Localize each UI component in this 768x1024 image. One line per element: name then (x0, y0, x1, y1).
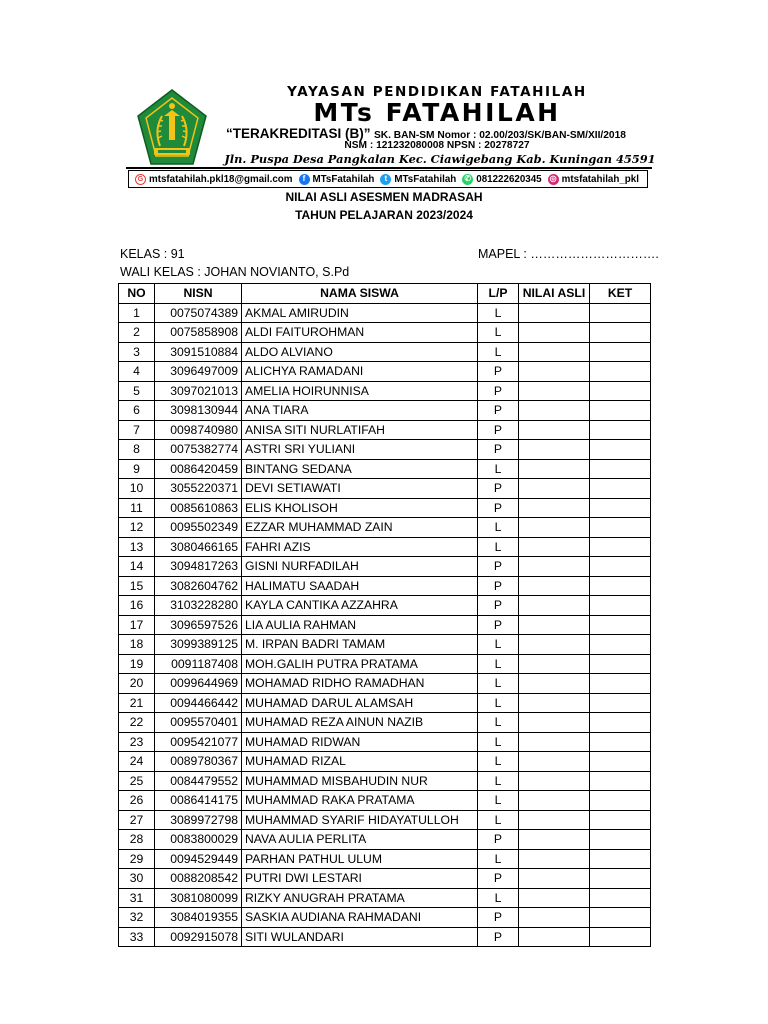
table-row (119, 381, 651, 401)
row-number: 11 (119, 498, 155, 518)
nisn-cell: 3055220371 (155, 479, 242, 499)
remarks-cell[interactable] (590, 693, 651, 713)
student-name: ELIS KHOLISOH (242, 498, 478, 518)
nisn-cell: 0094529449 (155, 849, 242, 869)
madrasah-logo (136, 88, 208, 168)
student-name: BINTANG SEDANA (242, 459, 478, 479)
remarks-cell[interactable] (590, 713, 651, 733)
table-row (119, 830, 651, 850)
contact-whatsapp-text: 081222620345 (476, 173, 542, 185)
foundation-name: YAYASAN PENDIDIKAN FATAHILAH (287, 84, 587, 100)
contact-instagram-text: mtsfatahilah_pkl (561, 173, 639, 185)
remarks-cell[interactable] (590, 459, 651, 479)
gender-cell: P (478, 479, 519, 499)
gender-cell: L (478, 537, 519, 557)
table-row (119, 771, 651, 791)
row-number: 20 (119, 674, 155, 694)
table-row (119, 401, 651, 421)
remarks-cell[interactable] (590, 381, 651, 401)
row-number: 25 (119, 771, 155, 791)
row-number: 21 (119, 693, 155, 713)
student-name: NAVA AULIA PERLITA (242, 830, 478, 850)
table-row (119, 557, 651, 577)
student-name: DEVI SETIAWATI (242, 479, 478, 499)
contact-facebook-text: MTsFatahilah (312, 173, 375, 185)
nisn-cell: 3084019355 (155, 908, 242, 928)
nisn-cell: 0095502349 (155, 518, 242, 538)
row-number: 31 (119, 888, 155, 908)
row-number: 3 (119, 342, 155, 362)
score-cell[interactable] (519, 810, 590, 830)
score-cell[interactable] (519, 401, 590, 421)
row-number: 17 (119, 615, 155, 635)
nisn-cell: 0095421077 (155, 732, 242, 752)
gender-cell: P (478, 908, 519, 928)
student-name: MUHAMAD REZA AINUN NAZIB (242, 713, 478, 733)
row-number: 30 (119, 869, 155, 889)
gender-cell: L (478, 849, 519, 869)
remarks-cell[interactable] (590, 420, 651, 440)
table-row (119, 713, 651, 733)
score-cell[interactable] (519, 459, 590, 479)
gender-cell: L (478, 791, 519, 811)
score-cell[interactable] (519, 732, 590, 752)
document-title: NILAI ASLI ASESMEN MADRASAH (285, 190, 483, 204)
nisn-cell: 0075382774 (155, 440, 242, 460)
nisn-cell: 0084479552 (155, 771, 242, 791)
nisn-cell: 3081080099 (155, 888, 242, 908)
row-number: 22 (119, 713, 155, 733)
remarks-cell[interactable] (590, 674, 651, 694)
row-number: 10 (119, 479, 155, 499)
instagram-icon: ◎ (548, 174, 559, 185)
table-row (119, 362, 651, 382)
remarks-cell[interactable] (590, 654, 651, 674)
remarks-cell[interactable] (590, 498, 651, 518)
remarks-cell[interactable] (590, 869, 651, 889)
remarks-cell[interactable] (590, 615, 651, 635)
nisn-cell: 0092915078 (155, 927, 242, 947)
nisn-cell: 3082604762 (155, 576, 242, 596)
remarks-cell[interactable] (590, 849, 651, 869)
student-name: MUHAMAD DARUL ALAMSAH (242, 693, 478, 713)
student-name: FAHRI AZIS (242, 537, 478, 557)
header-nisn: NISN (155, 284, 242, 304)
score-cell[interactable] (519, 830, 590, 850)
table-row (119, 849, 651, 869)
row-number: 8 (119, 440, 155, 460)
gender-cell: L (478, 732, 519, 752)
student-name: HALIMATU SAADAH (242, 576, 478, 596)
gender-cell: P (478, 381, 519, 401)
nisn-cell: 0086414175 (155, 791, 242, 811)
nisn-cell: 3096597526 (155, 615, 242, 635)
remarks-cell[interactable] (590, 323, 651, 343)
table-row (119, 791, 651, 811)
student-name: ALDO ALVIANO (242, 342, 478, 362)
remarks-cell[interactable] (590, 342, 651, 362)
gender-cell: P (478, 615, 519, 635)
subject-label: MAPEL : …………………………. (478, 247, 659, 261)
student-name: ANA TIARA (242, 401, 478, 421)
contact-bar (128, 170, 648, 188)
gender-cell: L (478, 518, 519, 538)
nisn-cell: 0086420459 (155, 459, 242, 479)
student-name: SITI WULANDARI (242, 927, 478, 947)
contact-whatsapp[interactable] (462, 174, 541, 185)
remarks-cell[interactable] (590, 362, 651, 382)
remarks-cell[interactable] (590, 440, 651, 460)
score-cell[interactable] (519, 888, 590, 908)
nisn-cell: 0075858908 (155, 323, 242, 343)
remarks-cell[interactable] (590, 752, 651, 772)
table-row (119, 927, 651, 947)
gender-cell: P (478, 362, 519, 382)
nisn-cell: 3080466165 (155, 537, 242, 557)
score-cell[interactable] (519, 615, 590, 635)
facebook-icon: f (299, 174, 310, 185)
row-number: 28 (119, 830, 155, 850)
gender-cell: L (478, 635, 519, 655)
table-row (119, 732, 651, 752)
nisn-cell: 0091187408 (155, 654, 242, 674)
homeroom-teacher: WALI KELAS : JOHAN NOVIANTO, S.Pd (120, 265, 350, 279)
header-gender: L/P (478, 284, 519, 304)
table-row (119, 635, 651, 655)
student-name: LIA AULIA RAHMAN (242, 615, 478, 635)
score-cell[interactable] (519, 518, 590, 538)
score-cell[interactable] (519, 576, 590, 596)
row-number: 19 (119, 654, 155, 674)
contact-email[interactable] (135, 174, 293, 185)
table-row (119, 615, 651, 635)
nisn-cell: 0099644969 (155, 674, 242, 694)
score-cell[interactable] (519, 771, 590, 791)
academic-year: TAHUN PELAJARAN 2023/2024 (295, 208, 473, 222)
score-cell[interactable] (519, 693, 590, 713)
row-number: 6 (119, 401, 155, 421)
remarks-cell[interactable] (590, 771, 651, 791)
table-row (119, 323, 651, 343)
table-row (119, 459, 651, 479)
gender-cell: P (478, 869, 519, 889)
student-name: MUHAMMAD MISBAHUDIN NUR (242, 771, 478, 791)
student-name: ASTRI SRI YULIANI (242, 440, 478, 460)
table-row (119, 518, 651, 538)
score-cell[interactable] (519, 362, 590, 382)
table-row (119, 420, 651, 440)
student-name: SASKIA AUDIANA RAHMADANI (242, 908, 478, 928)
remarks-cell[interactable] (590, 732, 651, 752)
table-row (119, 674, 651, 694)
school-name: MTs FATAHILAH (313, 98, 561, 127)
school-address: Jln. Puspa Desa Pangkalan Kec. Ciawigebang Kab. Kuningan 45591 (224, 152, 656, 166)
grades-table (118, 283, 651, 947)
score-cell[interactable] (519, 479, 590, 499)
student-name: MUHAMMAD SYARIF HIDAYATULLOH (242, 810, 478, 830)
gender-cell: L (478, 752, 519, 772)
table-row (119, 596, 651, 616)
gender-cell: P (478, 576, 519, 596)
row-number: 18 (119, 635, 155, 655)
student-name: MOH.GALIH PUTRA PRATAMA (242, 654, 478, 674)
accreditation-decree: SK. BAN-SM Nomor : 02.00/203/SK/BAN-SM/XII/2018 (373, 130, 626, 141)
gender-cell: L (478, 674, 519, 694)
remarks-cell[interactable] (590, 908, 651, 928)
nisn-cell: 0088208542 (155, 869, 242, 889)
table-row (119, 303, 651, 323)
gender-cell: P (478, 420, 519, 440)
remarks-cell[interactable] (590, 888, 651, 908)
score-cell[interactable] (519, 596, 590, 616)
nisn-cell: 0083800029 (155, 830, 242, 850)
score-cell[interactable] (519, 869, 590, 889)
student-name: AKMAL AMIRUDIN (242, 303, 478, 323)
nsm-npsn: NSM : 121232080008 NPSN : 20278727 (344, 140, 530, 151)
student-name: PUTRI DWI LESTARI (242, 869, 478, 889)
table-row (119, 908, 651, 928)
table-row (119, 440, 651, 460)
header-score: NILAI ASLI (519, 284, 590, 304)
row-number: 24 (119, 752, 155, 772)
nisn-cell: 0094466442 (155, 693, 242, 713)
class-label: KELAS : 91 (120, 247, 185, 261)
score-cell[interactable] (519, 849, 590, 869)
row-number: 29 (119, 849, 155, 869)
gender-cell: L (478, 771, 519, 791)
score-cell[interactable] (519, 537, 590, 557)
student-name: M. IRPAN BADRI TAMAM (242, 635, 478, 655)
remarks-cell[interactable] (590, 479, 651, 499)
remarks-cell[interactable] (590, 810, 651, 830)
student-name: MUHAMMAD RAKA PRATAMA (242, 791, 478, 811)
row-number: 4 (119, 362, 155, 382)
gender-cell: P (478, 830, 519, 850)
nisn-cell: 0085610863 (155, 498, 242, 518)
gender-cell: P (478, 440, 519, 460)
table-row (119, 576, 651, 596)
contact-instagram[interactable] (548, 174, 639, 185)
nisn-cell: 3091510884 (155, 342, 242, 362)
table-body (119, 303, 651, 947)
score-cell[interactable] (519, 927, 590, 947)
header-no: NO (119, 284, 155, 304)
contact-facebook[interactable] (299, 174, 375, 185)
student-name: MUHAMAD RIDWAN (242, 732, 478, 752)
remarks-cell[interactable] (590, 518, 651, 538)
score-cell[interactable] (519, 342, 590, 362)
remarks-cell[interactable] (590, 791, 651, 811)
gender-cell: L (478, 693, 519, 713)
score-cell[interactable] (519, 420, 590, 440)
row-number: 2 (119, 323, 155, 343)
table-row (119, 342, 651, 362)
table-row (119, 498, 651, 518)
nisn-cell: 0075074389 (155, 303, 242, 323)
score-cell[interactable] (519, 908, 590, 928)
row-number: 12 (119, 518, 155, 538)
gender-cell: P (478, 401, 519, 421)
student-name: ALICHYA RAMADANI (242, 362, 478, 382)
row-number: 26 (119, 791, 155, 811)
table-row (119, 810, 651, 830)
student-name: MUHAMAD RIZAL (242, 752, 478, 772)
gender-cell: L (478, 713, 519, 733)
score-cell[interactable] (519, 381, 590, 401)
score-cell[interactable] (519, 440, 590, 460)
header-name: NAMA SISWA (242, 284, 478, 304)
table-row (119, 752, 651, 772)
twitter-icon: t (380, 174, 391, 185)
nisn-cell: 0089780367 (155, 752, 242, 772)
student-name: ALDI FAITUROHMAN (242, 323, 478, 343)
table-row (119, 537, 651, 557)
contact-twitter[interactable] (380, 174, 456, 185)
remarks-cell[interactable] (590, 401, 651, 421)
row-number: 16 (119, 596, 155, 616)
student-name: RIZKY ANUGRAH PRATAMA (242, 888, 478, 908)
row-number: 33 (119, 927, 155, 947)
row-number: 15 (119, 576, 155, 596)
gender-cell: P (478, 927, 519, 947)
table-row (119, 479, 651, 499)
student-name: ANISA SITI NURLATIFAH (242, 420, 478, 440)
row-number: 27 (119, 810, 155, 830)
gender-cell: L (478, 459, 519, 479)
row-number: 5 (119, 381, 155, 401)
contact-email-text: mtsfatahilah.pkl18@gmail.com (149, 173, 293, 185)
score-cell[interactable] (519, 713, 590, 733)
remarks-cell[interactable] (590, 557, 651, 577)
score-cell[interactable] (519, 557, 590, 577)
nisn-cell: 3103228280 (155, 596, 242, 616)
table-row (119, 869, 651, 889)
remarks-cell[interactable] (590, 830, 651, 850)
nisn-cell: 3098130944 (155, 401, 242, 421)
gender-cell: L (478, 342, 519, 362)
student-name: PARHAN PATHUL ULUM (242, 849, 478, 869)
nisn-cell: 3094817263 (155, 557, 242, 577)
gmail-icon: G (135, 174, 146, 185)
gender-cell: L (478, 303, 519, 323)
nisn-cell: 0095570401 (155, 713, 242, 733)
header-remarks: KET (590, 284, 651, 304)
gender-cell: L (478, 323, 519, 343)
table-header-row (119, 284, 651, 304)
row-number: 14 (119, 557, 155, 577)
score-cell[interactable] (519, 635, 590, 655)
gender-cell: P (478, 596, 519, 616)
gender-cell: L (478, 888, 519, 908)
score-cell[interactable] (519, 498, 590, 518)
gender-cell: P (478, 498, 519, 518)
remarks-cell[interactable] (590, 596, 651, 616)
student-name: GISNI NURFADILAH (242, 557, 478, 577)
nisn-cell: 3099389125 (155, 635, 242, 655)
nisn-cell: 3089972798 (155, 810, 242, 830)
row-number: 1 (119, 303, 155, 323)
table-row (119, 888, 651, 908)
remarks-cell[interactable] (590, 635, 651, 655)
student-name: KAYLA CANTIKA AZZAHRA (242, 596, 478, 616)
gender-cell: L (478, 810, 519, 830)
remarks-cell[interactable] (590, 303, 651, 323)
student-name: MOHAMAD RIDHO RAMADHAN (242, 674, 478, 694)
score-cell[interactable] (519, 654, 590, 674)
student-name: AMELIA HOIRUNNISA (242, 381, 478, 401)
gender-cell: P (478, 557, 519, 577)
header-divider (126, 167, 652, 169)
table-row (119, 693, 651, 713)
row-number: 13 (119, 537, 155, 557)
accreditation-line (226, 126, 656, 141)
remarks-cell[interactable] (590, 927, 651, 947)
student-name: EZZAR MUHAMMAD ZAIN (242, 518, 478, 538)
remarks-cell[interactable] (590, 576, 651, 596)
score-cell[interactable] (519, 323, 590, 343)
nisn-cell: 3096497009 (155, 362, 242, 382)
score-cell[interactable] (519, 752, 590, 772)
score-cell[interactable] (519, 303, 590, 323)
score-cell[interactable] (519, 791, 590, 811)
row-number: 9 (119, 459, 155, 479)
table-row (119, 654, 651, 674)
nisn-cell: 0098740980 (155, 420, 242, 440)
row-number: 7 (119, 420, 155, 440)
gender-cell: L (478, 654, 519, 674)
remarks-cell[interactable] (590, 537, 651, 557)
whatsapp-icon: ✆ (462, 174, 473, 185)
contact-twitter-text: MTsFatahilah (394, 173, 457, 185)
row-number: 32 (119, 908, 155, 928)
row-number: 23 (119, 732, 155, 752)
nisn-cell: 3097021013 (155, 381, 242, 401)
score-cell[interactable] (519, 674, 590, 694)
accreditation-status: “TERAKREDITASI (B)” (226, 126, 371, 141)
